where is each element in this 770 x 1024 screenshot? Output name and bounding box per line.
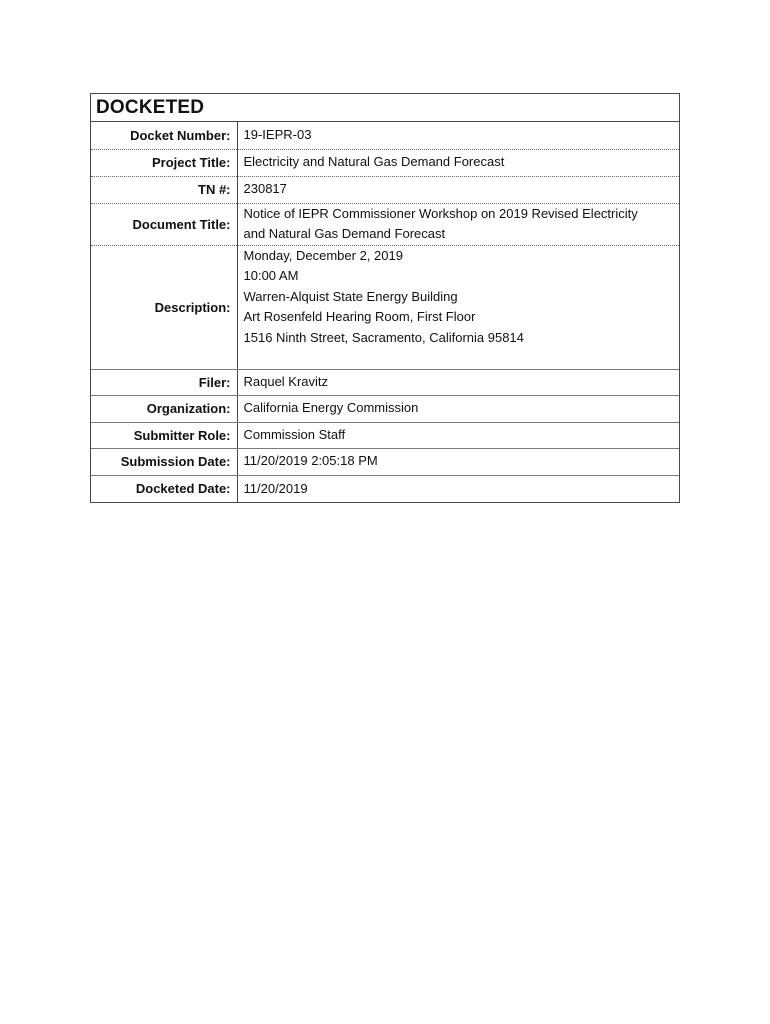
- row-project-title: [91, 149, 679, 176]
- row-docket-number: [91, 122, 679, 149]
- document-title-label: Document Title:: [91, 203, 237, 245]
- project-title-label: Project Title:: [91, 149, 237, 176]
- docket-number-label: Docket Number:: [91, 122, 237, 149]
- description-label: Description:: [91, 245, 237, 369]
- description-line-4: Art Rosenfeld Hearing Room, First Floor: [243, 309, 476, 324]
- docket-fields-table: [91, 122, 679, 502]
- description-line-1: Monday, December 2, 2019: [243, 247, 403, 263]
- row-description: [91, 245, 679, 369]
- docketed-date-value: 11/20/2019: [243, 480, 308, 496]
- tn-value: 230817: [237, 176, 679, 203]
- docketed-header: DOCKETED: [91, 94, 679, 122]
- row-docketed-date: [91, 475, 679, 502]
- row-tn: [91, 176, 679, 203]
- docket-number-value: 19-IEPR-03: [237, 122, 679, 149]
- submitter-role-value: Commission Staff: [237, 422, 679, 448]
- document-title-line-1: Notice of IEPR Commissioner Workshop on 2019 Revised Electricity: [243, 205, 638, 221]
- description-line-5: 1516 Ninth Street, Sacramento, California 95814: [243, 329, 524, 345]
- row-submission-date: [91, 448, 679, 475]
- submitter-role-label: Submitter Role:: [91, 422, 237, 448]
- project-title-value: Electricity and Natural Gas Demand Forecast: [237, 149, 679, 176]
- description-line-3: Warren-Alquist State Energy Building: [243, 288, 458, 304]
- submission-date-value: 11/20/2019 2:05:18 PM: [237, 448, 679, 475]
- description-value: [237, 245, 679, 369]
- docket-cover-sheet: [90, 93, 680, 503]
- docketed-date-label: Docketed Date:: [91, 475, 237, 502]
- document-title-line-2: and Natural Gas Demand Forecast: [243, 226, 446, 241]
- document-title-value: [237, 203, 679, 245]
- row-submitter-role: [91, 422, 679, 448]
- organization-value: California Energy Commission: [237, 395, 679, 422]
- organization-label: Organization:: [91, 395, 237, 422]
- row-document-title: [91, 203, 679, 245]
- row-organization: [91, 395, 679, 422]
- filer-value: Raquel Kravitz: [237, 369, 679, 395]
- submission-date-label: Submission Date:: [91, 448, 237, 475]
- row-filer: [91, 369, 679, 395]
- description-line-2: 10:00 AM: [243, 268, 299, 283]
- tn-label: TN #:: [91, 176, 237, 203]
- filer-label: Filer:: [91, 369, 237, 395]
